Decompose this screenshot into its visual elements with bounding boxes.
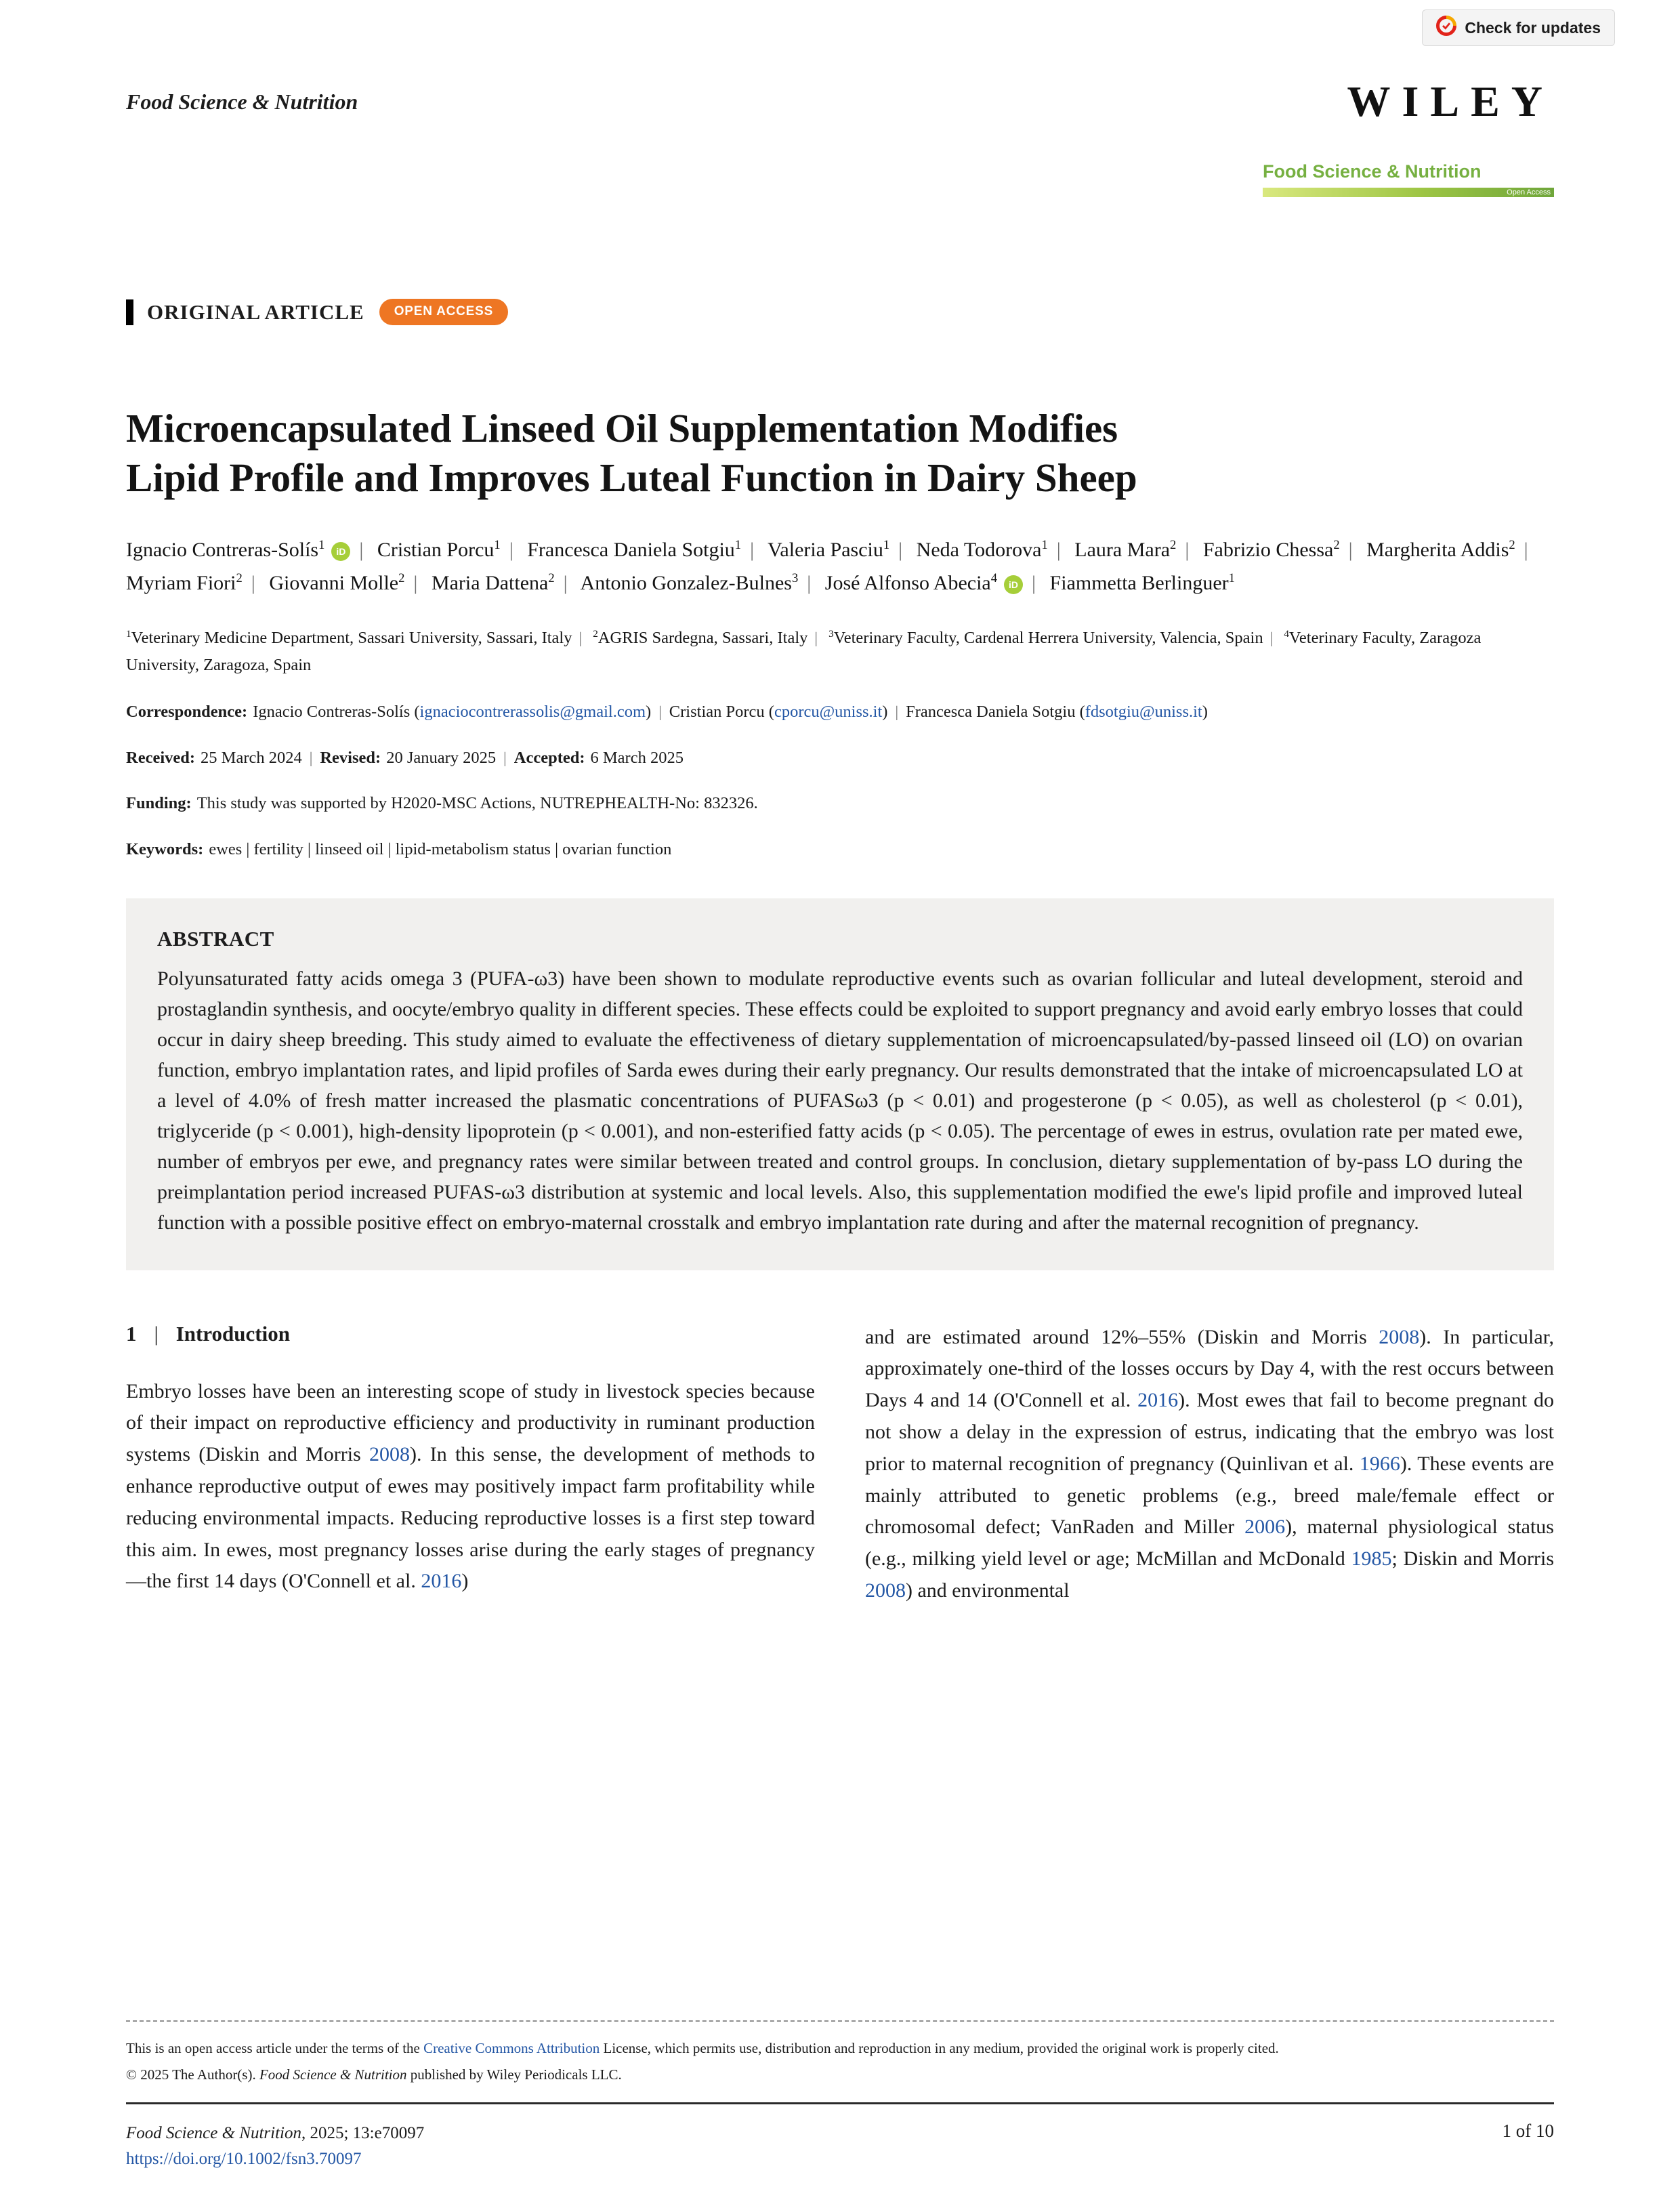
author-separator: |: [898, 539, 903, 562]
author-sup: 2: [398, 570, 405, 585]
abstract-heading: ABSTRACT: [157, 926, 274, 951]
right-column: [865, 1322, 1554, 1607]
intro-paragraph-right: [865, 1322, 1554, 1607]
author-name: Valeria Pasciu: [768, 539, 883, 562]
author-sup: 1: [883, 538, 890, 553]
author: [917, 539, 1048, 561]
text-segment: Embryo losses have been an interesting scope of study in livestock species because of their impact on reproductive efficiency and productivity in ruminant production systems (Diskin and Morris: [126, 1379, 815, 1466]
author-separator: |: [509, 539, 513, 562]
citation-link[interactable]: 2008: [865, 1579, 906, 1602]
copyright-pre: © 2025 The Author(s).: [126, 2066, 259, 2083]
accepted-date: 6 March 2025: [590, 748, 684, 767]
citation-link[interactable]: 1966: [1359, 1452, 1400, 1475]
correspondence-entry: [253, 703, 651, 721]
author-name: Margherita Addis: [1366, 539, 1509, 562]
affiliation-separator: |: [814, 629, 818, 646]
journal-name-header: Food Science & Nutrition: [126, 89, 358, 114]
affiliation-sup: 1: [126, 627, 131, 640]
citation-link[interactable]: 2016: [1137, 1389, 1179, 1412]
funding-label: Funding:: [126, 794, 192, 813]
journal-citation-name: Food Science & Nutrition: [126, 2123, 301, 2142]
footer-solid-rule: [126, 2102, 1554, 2104]
author: [126, 539, 324, 561]
author-sup: 2: [236, 570, 243, 585]
author-name: Antonio Gonzalez-Bulnes: [580, 571, 792, 594]
correspondence-separator: |: [658, 703, 662, 720]
author: [377, 539, 501, 561]
affiliation-separator: |: [1269, 629, 1274, 646]
title-line-2: Lipid Profile and Improves Luteal Function in Dairy Sheep: [126, 455, 1137, 501]
author-name: Cristian Porcu: [377, 539, 495, 562]
article-type-bar: [126, 299, 133, 325]
text-segment: and are estimated around 12%–55% (Diskin and Morris: [865, 1325, 1379, 1348]
abstract-text: Polyunsaturated fatty acids omega 3 (PUFA-ω3) have been shown to modulate reproductive events such as ovarian follicular and luteal development, steroid and prostaglandin synthesis, and oocyte/embryo quality in different species. These effects could be exploited to support pregnancy and avoid early embryo losses that could occur in dairy sheep breeding. This study aimed to evaluate the effectiveness of dietary supplementation of microencapsulated/by-passed linseed oil (LO) on ovarian function, embryo implantation rates, and lipid profiles of Sarda ewes during their early pregnancy. Our results demonstrated that the intake of microencapsulated LO at a level of 4.0% of fresh matter increased the plasmatic concentrations of PUFASω3 (p < 0.01) and progesterone (p < 0.05), as well as cholesterol (p < 0.01), triglyceride (p < 0.001), high-density lipoprotein (p < 0.001), and non-esterified fatty acids (p < 0.05). The percentage of ewes in estrus, ovulation rate per mated ewe, number of embryos per ewe, and pregnancy rates were similar between treated and control groups. In conclusion, dietary supplementation of by-pass LO during the preimplantation period increased PUFAS-ω3 distribution at systemic and local levels. Also, this supplementation modified the ewe's lipid profile and improved luteal function with a possible positive effect on embryo-maternal crosstalk and embryo implantation rate during and after the maternal recognition of pregnancy.: [157, 967, 1523, 1234]
accepted-label: Accepted:: [513, 748, 585, 767]
author-separator: |: [750, 539, 755, 562]
journal-citation-rest: , 2025; 13:e70097: [301, 2123, 425, 2142]
author-name: Neda Todorova: [916, 539, 1042, 562]
author: [768, 539, 889, 561]
author-sup: 1: [734, 538, 742, 553]
affiliation-sup: 3: [828, 627, 834, 640]
citation-link[interactable]: 2006: [1244, 1516, 1286, 1539]
keywords-label: Keywords:: [126, 839, 204, 858]
correspondence-name: Francesca Daniela Sotgiu (: [906, 702, 1085, 721]
text-segment: ). In this sense, the development of methods to enhance reproductive output of ewes may positively impact farm profitability while reducing environmental impacts. Reducing reproductive losses is a first step toward this aim. In ewes, most pregnancy losses arise during the early stages of pregnancy—the first 14 days (O'Connell et al.: [126, 1443, 815, 1593]
correspondence-entry: [906, 703, 1208, 721]
email-link[interactable]: ignaciocontrerassolis@gmail.com: [419, 702, 646, 721]
section-heading: [126, 1322, 815, 1346]
correspondence-name: Ignacio Contreras-Solís (: [253, 702, 420, 721]
author-name: José Alfonso Abecia: [824, 571, 991, 594]
author-separator: |: [1348, 539, 1353, 562]
author-name: Laura Mara: [1074, 539, 1171, 562]
creative-commons-link[interactable]: Creative Commons Attribution: [423, 2039, 600, 2056]
email-link[interactable]: cporcu@uniss.it: [774, 702, 883, 721]
author-sup: 1: [318, 538, 325, 553]
page-number: 1 of 10: [1502, 2120, 1554, 2141]
author-sup: 1: [1228, 570, 1235, 585]
citation-link[interactable]: 2008: [1379, 1325, 1420, 1348]
revised-label: Revised:: [320, 748, 381, 767]
author-separator: |: [359, 539, 364, 562]
article-type-label: ORIGINAL ARTICLE: [147, 299, 364, 324]
citation-link[interactable]: 2008: [369, 1443, 411, 1466]
correspondence-name: Cristian Porcu (: [669, 702, 774, 721]
author-sup: 3: [791, 570, 799, 585]
doi-link[interactable]: https://doi.org/10.1002/fsn3.70097: [126, 2150, 362, 2169]
text-segment: ). In particular, approximately one-third of the losses occurs by Day 4, with the rest occurs between Days 4 and 14 (O'Connell et al.: [865, 1325, 1554, 1412]
author-separator: |: [1032, 571, 1036, 594]
author-separator: |: [251, 571, 255, 594]
correspondence-entry: [669, 703, 888, 721]
text-segment: ). These events are mainly attributed to genetic problems (e.g., breed male/female effect or chromosomal defect; VanRaden and Miller: [865, 1452, 1555, 1539]
article-title: [126, 404, 1554, 503]
author-separator: |: [1524, 539, 1528, 562]
author: [126, 572, 243, 594]
author-name: Francesca Daniela Sotgiu: [527, 539, 735, 562]
keywords-line: [126, 836, 1554, 863]
copyright-journal: Food Science & Nutrition: [259, 2066, 407, 2083]
author-sup: 2: [1509, 538, 1515, 553]
text-segment: ; Diskin and Morris: [1391, 1547, 1554, 1570]
author-sup: 2: [1170, 538, 1177, 553]
author-separator: |: [1185, 539, 1190, 562]
orcid-icon[interactable]: iD: [331, 542, 350, 561]
wiley-logo: WILEY: [1347, 77, 1554, 125]
author-sup: 2: [1333, 538, 1340, 553]
author-separator: |: [413, 571, 418, 594]
author-sup: 1: [494, 538, 501, 553]
correspondence-close: ): [882, 702, 888, 721]
funding-text: This study was supported by H2020-MSC Actions, NUTREPHEALTH-No: 832326.: [196, 794, 758, 813]
affiliation-separator: |: [579, 629, 583, 646]
open-access-badge: OPEN ACCESS: [379, 299, 508, 325]
article-type-row: [126, 299, 1554, 325]
correspondence-line: [126, 699, 1554, 726]
email-link[interactable]: fdsotgiu@uniss.it: [1085, 702, 1202, 721]
license-post: License, which permits use, distribution and reproduction in any medium, provided the original work is properly cited.: [600, 2039, 1279, 2056]
author-name: Maria Dattena: [431, 571, 549, 594]
open-access-tag: Open Access: [1507, 188, 1551, 196]
journal-reference: [126, 2121, 424, 2173]
affiliation-text: AGRIS Sardegna, Sassari, Italy: [597, 628, 808, 647]
text-segment: ) and environmental: [906, 1579, 1070, 1602]
text-segment: ), maternal physiological status (e.g., milking yield level or age; McMillan and McDonald: [865, 1516, 1554, 1570]
section-number: 1: [126, 1321, 137, 1346]
author: [1050, 572, 1235, 594]
affiliation-list: [126, 625, 1554, 680]
author: [1203, 539, 1340, 561]
publisher-block: [1263, 77, 1554, 197]
section-heading-bar: |: [154, 1321, 159, 1346]
author-sup: 2: [548, 570, 555, 585]
revised-date: 20 January 2025: [386, 748, 497, 767]
author-list: [126, 534, 1554, 600]
abstract-box: [126, 898, 1554, 1270]
intro-paragraph-left: [126, 1376, 815, 1598]
author-name: Ignacio Contreras-Solís: [126, 539, 319, 562]
author-separator: |: [563, 571, 568, 594]
text-segment: ). Most ewes that fail to become pregnant do not show a delay in the expression of estrus, indicating that the embryo was lost prior to maternal recognition of pregnancy (Quinlivan et al.: [865, 1389, 1554, 1475]
check-for-updates-button[interactable]: [1422, 9, 1615, 46]
affiliation: [126, 629, 572, 647]
author: [527, 539, 741, 561]
correspondence-close: ): [646, 702, 652, 721]
left-column: [126, 1322, 815, 1607]
dates-separator: |: [309, 749, 313, 766]
correspondence-label: Correspondence:: [126, 702, 248, 721]
license-text: [126, 2034, 1488, 2062]
footer-dashed-rule: [126, 2020, 1554, 2022]
correspondence-separator: |: [895, 703, 899, 720]
text-segment: ): [461, 1570, 469, 1593]
journal-citation: [126, 2121, 424, 2147]
author-name: Fabrizio Chessa: [1202, 539, 1334, 562]
masthead: [126, 0, 1554, 197]
introduction-section: [126, 1322, 1554, 1607]
crossmark-icon: [1436, 16, 1456, 40]
author: [1074, 539, 1176, 561]
author-name: Giovanni Molle: [269, 571, 399, 594]
orcid-icon[interactable]: iD: [1004, 575, 1023, 594]
affiliation-text: Veterinary Medicine Department, Sassari University, Sassari, Italy: [131, 628, 572, 647]
affiliation-text: Veterinary Faculty, Cardenal Herrera University, Valencia, Spain: [833, 628, 1263, 647]
affiliation-text: Veterinary Faculty, Zaragoza University, Zaragoza, Spain: [126, 628, 1482, 675]
affiliation: [828, 629, 1263, 647]
title-line-1: Microencapsulated Linseed Oil Supplementation Modifies: [126, 406, 1118, 451]
dates-separator: |: [503, 749, 507, 766]
check-for-updates-label: Check for updates: [1465, 18, 1601, 37]
license-pre: This is an open access article under the terms of the: [126, 2039, 424, 2056]
funding-line: [126, 790, 1554, 817]
correspondence-close: ): [1202, 702, 1208, 721]
journal-brand-name: Food Science & Nutrition: [1263, 161, 1482, 182]
received-label: Received:: [126, 748, 196, 767]
author-separator: |: [807, 571, 812, 594]
author-name: Myriam Fiori: [126, 571, 236, 594]
author: [1366, 539, 1515, 561]
copyright-line: [126, 2066, 1554, 2083]
keywords-text: ewes | fertility | linseed oil | lipid-metabolism status | ovarian function: [209, 839, 672, 858]
received-date: 25 March 2024: [201, 748, 302, 767]
author-sup: 1: [1041, 538, 1048, 553]
citation-link[interactable]: 1985: [1351, 1547, 1392, 1570]
author-name: Fiammetta Berlinguer: [1049, 571, 1229, 594]
affiliation: [593, 629, 807, 647]
author-separator: |: [1056, 539, 1061, 562]
journal-brand-bar: [1263, 188, 1554, 197]
author: [269, 572, 404, 594]
author: [432, 572, 555, 594]
footer-bottom-row: [126, 2121, 1554, 2173]
page-footer: [126, 2020, 1554, 2173]
dates-line: [126, 745, 1554, 772]
affiliation-sup: 4: [1284, 627, 1289, 640]
section-title: Introduction: [175, 1321, 290, 1346]
affiliation-sup: 2: [593, 627, 598, 640]
citation-link[interactable]: 2016: [421, 1570, 462, 1593]
copyright-post: published by Wiley Periodicals LLC.: [406, 2066, 622, 2083]
author-sup: 4: [990, 570, 998, 585]
author: [825, 572, 997, 594]
author: [581, 572, 799, 594]
